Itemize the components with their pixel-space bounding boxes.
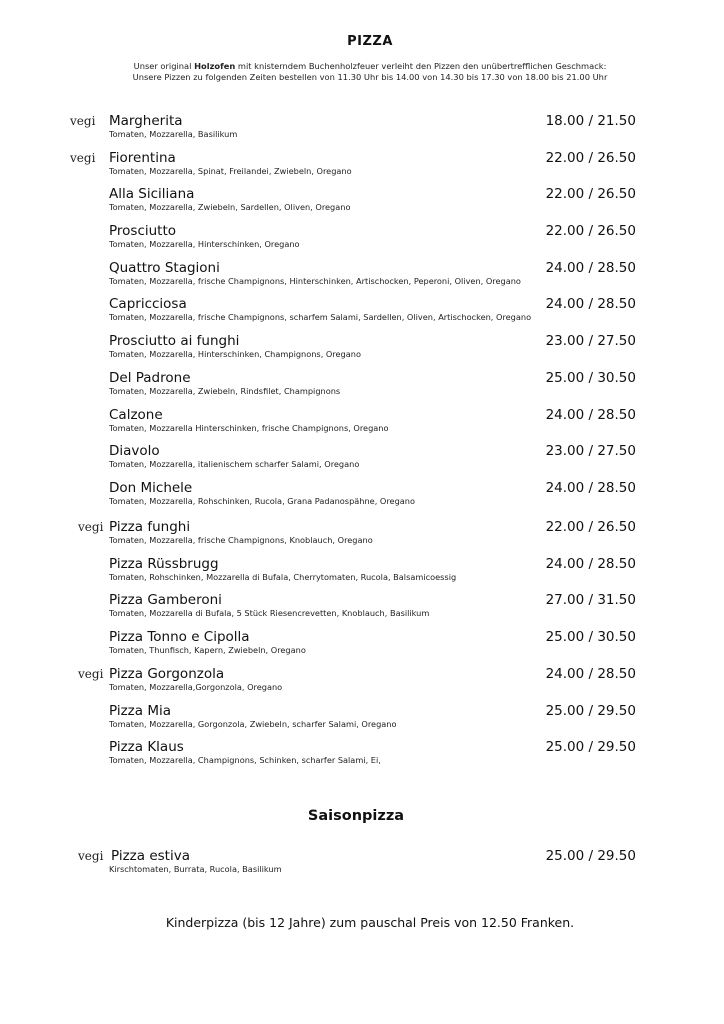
intro-line1-pre: Unser original (133, 61, 195, 71)
menu-item (0, 150, 724, 187)
menu-item (0, 592, 724, 629)
page-title: PIZZA (347, 34, 393, 49)
item-price: 24.00 / 28.50 (545, 296, 636, 313)
item-name: Pizza Klaus (109, 739, 184, 756)
item-description: Tomaten, Mozzarella, italienischem scharfer Salami, Oregano (109, 459, 360, 470)
menu-item (0, 370, 724, 407)
item-price: 22.00 / 26.50 (545, 223, 636, 240)
item-name: Don Michele (109, 479, 193, 496)
intro-line2: Unsere Pizzen zu folgenden Zeiten bestellen von 11.30 Uhr bis 14.00 von 14.30 bis 17.30 von 18.00 bis 21.00 Uhr (132, 72, 608, 82)
menu-item (0, 519, 724, 556)
item-name: Prosciutto (109, 223, 177, 240)
item-price: 24.00 / 28.50 (545, 555, 636, 572)
menu-item (0, 223, 724, 260)
item-name: Del Padrone (109, 369, 191, 386)
item-description: Tomaten, Mozzarella, frische Champignons, Knoblauch, Oregano (109, 535, 373, 546)
item-description: Tomaten, Mozzarella, frische Champignons, Hinterschinken, Artischocken, Peperoni, Oliven, Oregano (109, 275, 521, 286)
item-price: 18.00 / 21.50 (545, 113, 636, 129)
vegi-label: vegi (70, 150, 96, 165)
item-description: Tomaten, Mozzarella,Gorgonzola, Oregano (109, 681, 283, 692)
pizza-list (0, 113, 724, 776)
item-price: 22.00 / 26.50 (545, 149, 636, 166)
menu-item (0, 666, 724, 703)
item-name: Pizza funghi (109, 519, 191, 536)
item-price: 25.00 / 30.50 (545, 629, 636, 646)
vegi-label: vegi (70, 114, 96, 128)
item-name: Calzone (109, 406, 163, 423)
vegi-label: vegi (78, 849, 104, 863)
item-name: Pizza Gorgonzola (109, 665, 225, 682)
menu-item (0, 260, 724, 297)
item-description: Tomaten, Mozzarella Hinterschinken, frische Champignons, Oregano (109, 422, 389, 433)
menu-item (0, 739, 724, 776)
item-description: Tomaten, Mozzarella, Gorgonzola, Zwiebeln, scharfer Salami, Oregano (109, 718, 397, 729)
item-price: 25.00 / 29.50 (545, 848, 636, 864)
item-description: Tomaten, Mozzarella, Hinterschinken, Oregano (109, 239, 300, 250)
item-price: 25.00 / 29.50 (545, 739, 636, 756)
item-description: Tomaten, Mozzarella, Hinterschinken, Champignons, Oregano (109, 349, 361, 360)
item-description: Tomaten, Mozzarella, Rohschinken, Rucola, Grana Padanospähne, Oregano (109, 495, 415, 506)
item-description: Tomaten, Mozzarella, Spinat, Freilandei, Zwiebeln, Oregano (109, 165, 352, 176)
item-description: Kirschtomaten, Burrata, Rucola, Basilikum (109, 864, 282, 874)
menu-item (0, 480, 724, 517)
menu-item (0, 113, 724, 150)
kinder-pizza-note: Kinderpizza (bis 12 Jahre) zum pauschal Preis von 12.50 Franken. (165, 915, 575, 930)
item-price: 25.00 / 30.50 (545, 369, 636, 386)
item-name: Prosciutto ai funghi (109, 333, 240, 350)
item-name: Pizza estiva (111, 848, 190, 864)
item-name: Pizza Gamberoni (109, 592, 222, 609)
item-description: Tomaten, Mozzarella, Champignons, Schinken, scharfer Salami, Ei, (109, 755, 381, 766)
item-name: Quattro Stagioni (109, 259, 220, 276)
item-price: 24.00 / 28.50 (545, 406, 636, 423)
menu-item (0, 703, 724, 740)
menu-item (0, 296, 724, 333)
item-name: Pizza Rüssbrugg (109, 555, 219, 572)
item-description: Tomaten, Mozzarella, Basilikum (109, 129, 238, 139)
menu-item (0, 407, 724, 444)
intro-line1-bold: Holzofen (194, 61, 236, 71)
menu-item (0, 848, 724, 885)
item-price: 24.00 / 28.50 (545, 259, 636, 276)
menu-item (0, 186, 724, 223)
item-name: Diavolo (109, 443, 160, 460)
item-name: Pizza Tonno e Cipolla (109, 629, 250, 646)
menu-item (0, 333, 724, 370)
menu-item (0, 629, 724, 666)
item-description: Tomaten, Mozzarella, Zwiebeln, Sardellen, Oliven, Oregano (109, 202, 351, 213)
item-description: Tomaten, Mozzarella, frische Champignons, scharfem Salami, Sardellen, Oliven, Artischocken, Oregano (109, 312, 532, 323)
item-name: Pizza Mia (109, 702, 172, 719)
item-price: 22.00 / 26.50 (545, 519, 636, 536)
vegi-label: vegi (78, 520, 104, 535)
menu-item (0, 556, 724, 593)
item-price: 23.00 / 27.50 (545, 333, 636, 350)
season-title: Saisonpizza (307, 808, 405, 824)
item-name: Capricciosa (109, 296, 187, 313)
item-price: 24.00 / 28.50 (545, 479, 636, 496)
season-pizza-list (0, 848, 724, 885)
menu-item (0, 443, 724, 480)
item-description: Tomaten, Thunfisch, Kapern, Zwiebeln, Oregano (109, 645, 306, 656)
item-price: 25.00 / 29.50 (545, 702, 636, 719)
item-price: 22.00 / 26.50 (545, 186, 636, 203)
intro-line1-post: mit knisterndem Buchenholzfeuer verleiht den Pizzen den unübertrefflichen Geschmack: (235, 61, 607, 71)
item-name: Alla Siciliana (109, 186, 195, 203)
item-description: Tomaten, Mozzarella di Bufala, 5 Stück Riesencrevetten, Knoblauch, Basilikum (109, 608, 430, 619)
item-description: Tomaten, Rohschinken, Mozzarella di Bufala, Cherrytomaten, Rucola, Balsamicoessig (109, 571, 457, 582)
item-price: 24.00 / 28.50 (545, 665, 636, 682)
item-price: 23.00 / 27.50 (545, 443, 636, 460)
item-price: 27.00 / 31.50 (545, 592, 636, 609)
intro-text (0, 61, 724, 83)
item-name: Margherita (109, 113, 183, 129)
item-name: Fiorentina (109, 149, 176, 166)
item-description: Tomaten, Mozzarella, Zwiebeln, Rindsfilet, Champignons (109, 385, 341, 396)
vegi-label: vegi (78, 666, 104, 681)
